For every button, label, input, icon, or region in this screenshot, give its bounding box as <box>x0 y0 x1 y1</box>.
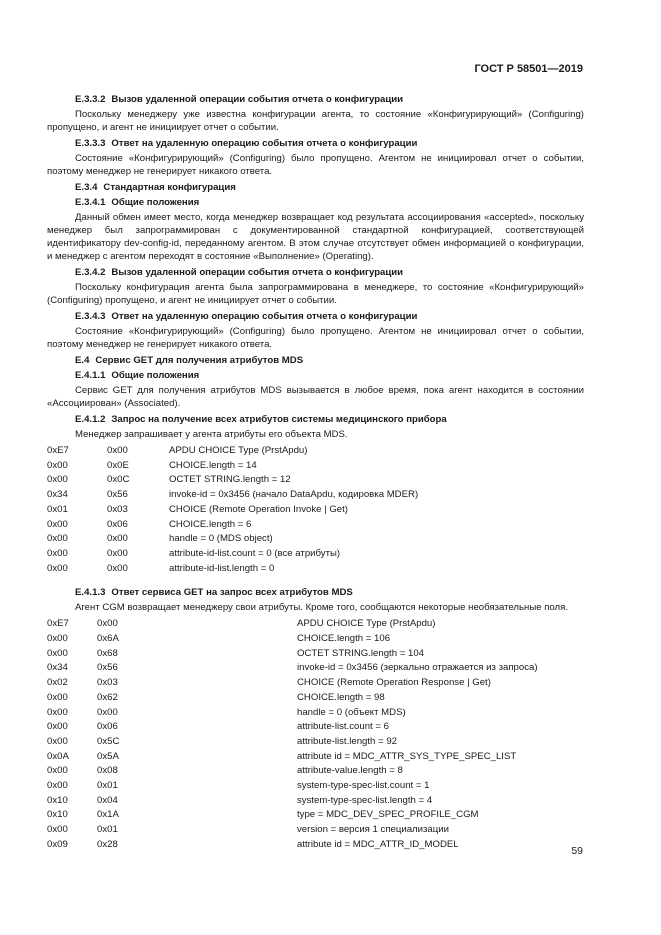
byte-hi-cell: 0x00 <box>47 474 68 486</box>
table-row <box>47 532 584 547</box>
byte-hi-cell: 0x00 <box>47 547 68 559</box>
description-cell: attribute-value.length = 8 <box>297 765 403 777</box>
byte-lo-cell: 0x1A <box>97 809 119 821</box>
byte-lo-cell: 0x00 <box>107 547 128 559</box>
description-cell: handle = 0 (MDS object) <box>169 533 273 545</box>
byte-hi-cell: 0xE7 <box>47 445 69 456</box>
description-cell: invoke-id = 0x3456 (зеркально отражается из запроса) <box>297 662 538 674</box>
byte-hi-cell: 0x00 <box>47 518 68 530</box>
paragraph: Состояние «Конфигурирующий» (Configuring) было пропущено. Агентом не инициировал отчет о событии, поэтому менеджер не генерирует никакого ответа. <box>47 153 584 177</box>
section-heading: E.3.4.1 Общие положения <box>75 197 200 208</box>
byte-hi-cell: 0xE7 <box>47 618 69 630</box>
byte-hi-cell: 0x00 <box>47 562 68 574</box>
byte-hi-cell: 0x00 <box>47 706 68 718</box>
page-number: 59 <box>571 845 583 857</box>
byte-lo-cell: 0x00 <box>107 533 128 545</box>
description-cell: attribute-id-list.count = 0 (все атрибуты) <box>169 547 341 559</box>
description-cell: attribute-list.count = 6 <box>297 721 389 733</box>
section-heading: E.4 Сервис GET для получения атрибутов MDS <box>75 355 304 366</box>
byte-hi-cell: 0x0A <box>47 750 69 762</box>
table-row <box>47 750 584 765</box>
byte-lo-cell: 0x00 <box>97 618 118 630</box>
paragraph: Агент CGM возвращает менеджеру свои атрибуты. Кроме того, сообщаются некоторые необязательные поля. <box>75 602 568 614</box>
table-row <box>47 691 584 706</box>
byte-lo-cell: 0x56 <box>107 489 128 501</box>
byte-hi-cell: 0x00 <box>47 633 68 645</box>
byte-lo-cell: 0x68 <box>97 647 118 659</box>
table-row <box>47 547 584 562</box>
byte-hi-cell: 0x00 <box>47 459 68 471</box>
description-cell: APDU CHOICE Type (PrstApdu) <box>169 445 308 456</box>
document-body <box>47 92 584 853</box>
table-row <box>47 764 584 779</box>
table-row <box>47 706 584 721</box>
section-heading: E.3.4.3 Ответ на удаленную операцию события отчета о конфигурации <box>75 311 418 322</box>
paragraph: Данный обмен имеет место, когда менеджер возвращает код результата ассоциирования «accepted», поскольку менеджер был запрограммирован с документированной стандартной конфигурацией, соответствующей идентификатору dev-config-id, переданному агентом. В этом случае отсутствует обмен информацией о конфигурации, и менеджер с агентом переходят в состояние «Выполнение» (Operating). <box>47 212 584 262</box>
table-row <box>47 473 584 488</box>
section-heading: E.4.1.3 Ответ сервиса GET на запрос всех атрибутов MDS <box>75 587 353 599</box>
section-heading: E.3.3.2 Вызов удаленной операции события отчета о конфигурации <box>75 94 404 105</box>
table-row <box>47 503 584 518</box>
table-row <box>47 661 584 676</box>
byte-hi-cell: 0x00 <box>47 647 68 659</box>
byte-lo-cell: 0x0C <box>107 474 130 486</box>
byte-lo-cell: 0x01 <box>97 780 118 792</box>
standard-designation: ГОСТ Р 58501—2019 <box>474 63 583 75</box>
table-row <box>47 632 584 647</box>
byte-hi-cell: 0x10 <box>47 809 68 821</box>
byte-hi-cell: 0x00 <box>47 824 68 836</box>
byte-hi-cell: 0x00 <box>47 533 68 545</box>
byte-hi-cell: 0x00 <box>47 780 68 792</box>
byte-hi-cell: 0x00 <box>47 765 68 777</box>
description-cell: CHOICE.length = 14 <box>169 459 257 471</box>
byte-hi-cell: 0x02 <box>47 677 68 689</box>
table-row <box>47 647 584 662</box>
section-heading: E.4.1.1 Общие положения <box>75 370 200 381</box>
byte-lo-cell: 0x01 <box>97 824 118 836</box>
table-row <box>47 617 584 632</box>
byte-hi-cell: 0x34 <box>47 489 68 501</box>
description-cell: CHOICE.length = 106 <box>297 633 391 645</box>
byte-lo-cell: 0x00 <box>97 706 118 718</box>
description-cell: handle = 0 (объект MDS) <box>297 706 406 718</box>
byte-lo-cell: 0x06 <box>97 721 118 733</box>
table-row <box>47 676 584 691</box>
section-heading: E.4.1.2 Запрос на получение всех атрибутов системы медицинского прибора <box>75 414 447 425</box>
description-cell: attribute id = MDC_ATTR_ID_MODEL <box>297 838 459 850</box>
table-row <box>47 838 584 853</box>
description-cell: CHOICE (Remote Operation Invoke | Get) <box>169 503 348 515</box>
description-cell: CHOICE.length = 98 <box>297 691 385 703</box>
description-cell: attribute id = MDC_ATTR_SYS_TYPE_SPEC_LIST <box>297 750 517 762</box>
byte-lo-cell: 0x08 <box>97 765 118 777</box>
table-row <box>47 444 584 459</box>
table-row <box>47 459 584 474</box>
byte-lo-cell: 0x00 <box>107 445 128 456</box>
request-apdu-table <box>47 444 584 576</box>
paragraph: Поскольку конфигурация агента была запрограммирована в менеджере, то состояние «Конфигурирующий» (Configuring) пропущено, и агент не инициирует отчет о событии. <box>47 282 584 306</box>
byte-lo-cell: 0x62 <box>97 691 118 703</box>
byte-lo-cell: 0x0E <box>107 459 129 471</box>
table-row <box>47 823 584 838</box>
byte-lo-cell: 0x04 <box>97 794 118 806</box>
byte-hi-cell: 0x00 <box>47 735 68 747</box>
byte-lo-cell: 0x03 <box>107 503 128 515</box>
table-row <box>47 518 584 533</box>
byte-lo-cell: 0x03 <box>97 677 118 689</box>
description-cell: type = MDC_DEV_SPEC_PROFILE_CGM <box>297 809 479 821</box>
description-cell: CHOICE.length = 6 <box>169 518 252 530</box>
response-apdu-table <box>47 617 584 852</box>
byte-lo-cell: 0x6A <box>97 633 119 645</box>
byte-hi-cell: 0x01 <box>47 503 68 515</box>
description-cell: system-type-spec-list.count = 1 <box>297 780 430 792</box>
paragraph: Менеджер запрашивает у агента атрибуты его объекта MDS. <box>75 429 348 440</box>
table-row <box>47 735 584 750</box>
table-row <box>47 720 584 735</box>
byte-hi-cell: 0x09 <box>47 838 68 850</box>
description-cell: CHOICE (Remote Operation Response | Get) <box>297 677 491 689</box>
section-heading: E.3.4.2 Вызов удаленной операции события отчета о конфигурации <box>75 267 404 278</box>
byte-lo-cell: 0x5C <box>97 735 120 747</box>
byte-hi-cell: 0x00 <box>47 691 68 703</box>
byte-hi-cell: 0x34 <box>47 662 68 674</box>
byte-lo-cell: 0x5A <box>97 750 119 762</box>
description-cell: version = версия 1 специализации <box>297 824 449 836</box>
byte-lo-cell: 0x28 <box>97 838 118 850</box>
byte-lo-cell: 0x56 <box>97 662 118 674</box>
description-cell: attribute-id-list.length = 0 <box>169 562 275 574</box>
byte-lo-cell: 0x06 <box>107 518 128 530</box>
table-row <box>47 488 584 503</box>
table-row <box>47 794 584 809</box>
description-cell: attribute-list.length = 92 <box>297 735 397 747</box>
paragraph: Поскольку менеджеру уже известна конфигурации агента, то состояние «Конфигурирующий» (Configuring) пропущено, и агент не инициирует отчет о событии. <box>47 109 584 133</box>
byte-hi-cell: 0x10 <box>47 794 68 806</box>
table-row <box>47 808 584 823</box>
paragraph: Состояние «Конфигурирующий» (Configuring) было пропущено. Агентом не инициировал отчет о событии, поэтому менеджер не генерирует никакого ответа. <box>47 326 584 350</box>
byte-lo-cell: 0x00 <box>107 562 128 574</box>
description-cell: APDU CHOICE Type (PrstApdu) <box>297 618 436 630</box>
section-heading: E.3.4 Стандартная конфигурация <box>75 182 236 193</box>
paragraph: Сервис GET для получения атрибутов MDS вызывается в любое время, пока агент находится в состоянии «Ассоциирован» (Associated). <box>47 385 584 409</box>
description-cell: invoke-id = 0x3456 (начало DataApdu, кодировка MDER) <box>169 489 419 501</box>
section-heading: E.3.3.3 Ответ на удаленную операцию события отчета о конфигурации <box>75 138 418 149</box>
description-cell: OCTET STRING.length = 12 <box>169 474 291 486</box>
byte-hi-cell: 0x00 <box>47 721 68 733</box>
table-row <box>47 562 584 577</box>
description-cell: OCTET STRING.length = 104 <box>297 647 424 659</box>
description-cell: system-type-spec-list.length = 4 <box>297 794 433 806</box>
table-row <box>47 779 584 794</box>
